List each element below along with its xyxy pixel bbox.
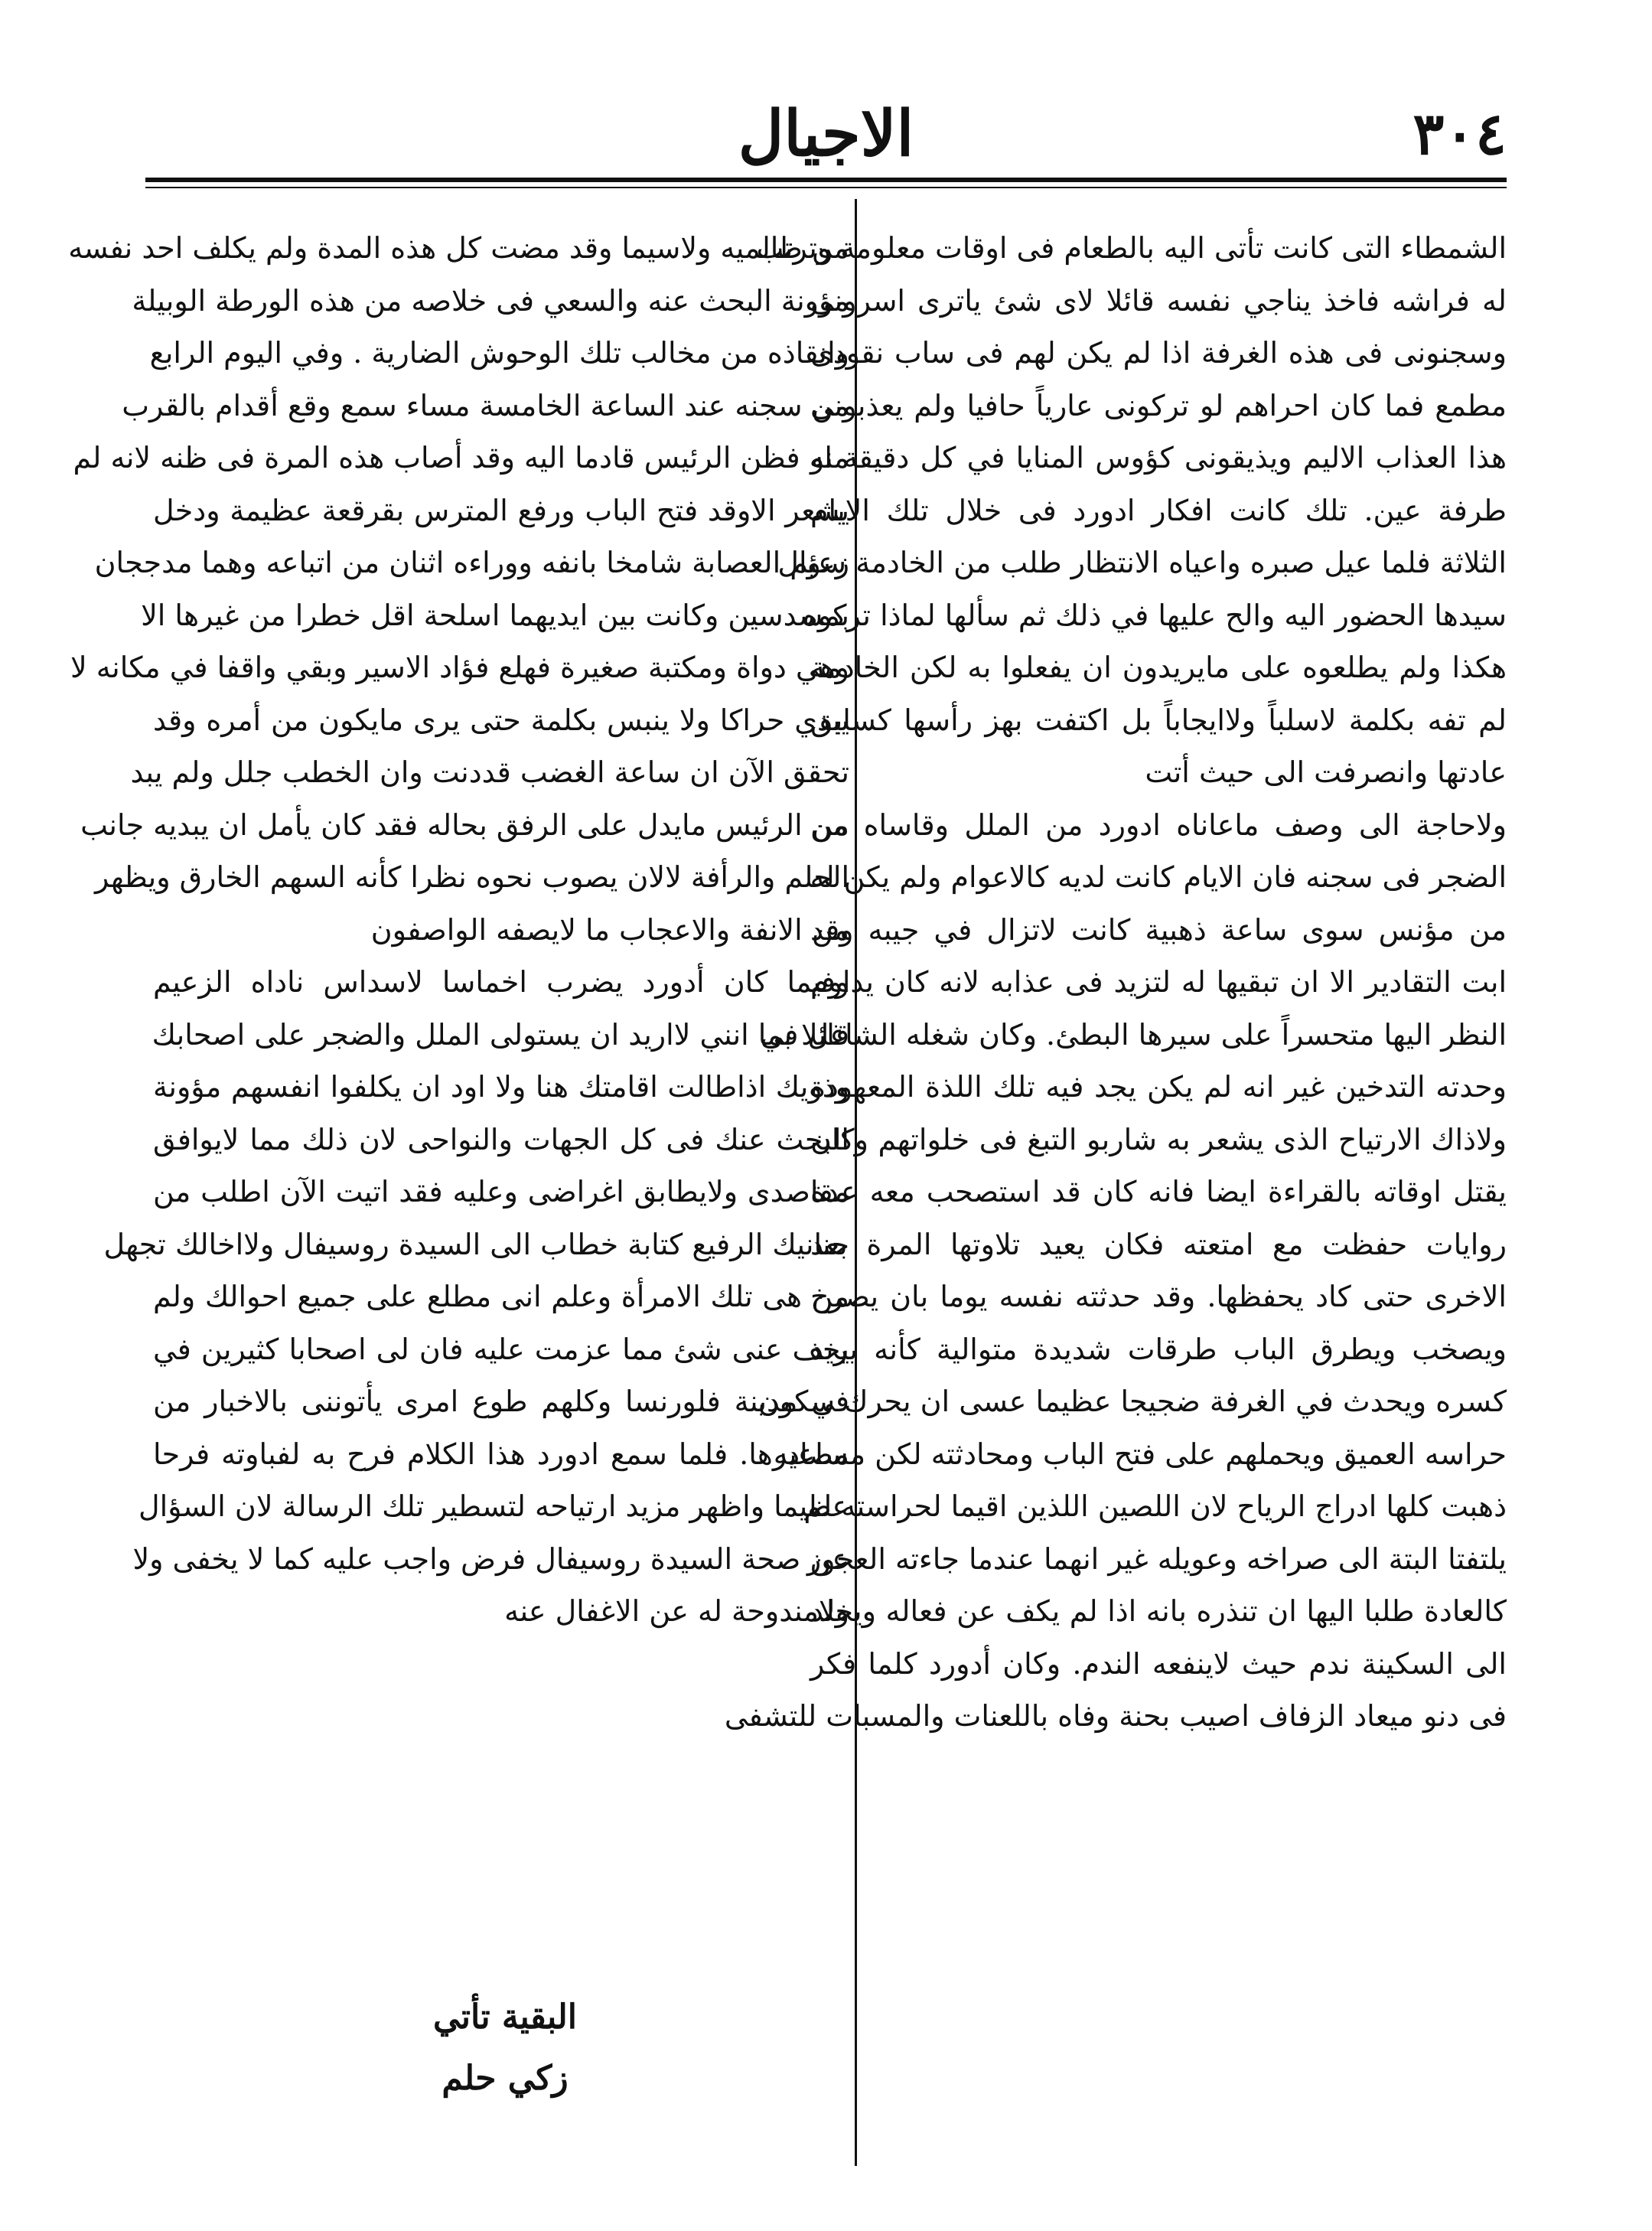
- text-line: تحقق الآن ان ساعة الغضب قددنت وان الخطب جلل ولم يبد: [130, 755, 849, 789]
- text-line: وهي دواة ومكتبة صغيرة فهلع فؤاد الاسير وبقي واقفا في مكانه لا: [70, 651, 849, 684]
- text-line: له فراشه فاخذ يناجي نفسه قائلا لاى شئ ياترى اسرونى: [810, 283, 1507, 318]
- page-header: [145, 92, 1507, 176]
- text-line: ويصخب ويطرق الباب طرقات شديدة متوالية كأنه يريد: [810, 1332, 1507, 1366]
- text-line: يقتل اوقاته بالقراءة ايضا فانه كان قد استصحب معه عدة: [810, 1175, 1507, 1208]
- journal-title: الاجيال: [738, 97, 914, 171]
- text-line: يخف عنى شئ مما عزمت عليه فان لى اصحابا كثيرين في: [153, 1332, 849, 1366]
- text-line: هذا العذاب الاليم ويذيقونى كؤوس المنايا في كل دقيقة او: [810, 441, 1507, 475]
- text-line: ولاذاك الارتياح الذى يشعر به شاربو التبغ فى خلواتهم وكان: [810, 1122, 1507, 1156]
- text-line: حراسه العميق ويحملهم على فتح الباب ومحادثته لكن مساعيه: [773, 1437, 1507, 1471]
- text-line: وذويك اذاطالت اقامتك هنا ولا اود ان يكلفوا انفسهم مؤونة: [153, 1070, 849, 1104]
- text-line: الاخرى حتى كاد يحفظها. وقد حدثته نفسه يوما بان يصرخ: [810, 1280, 1507, 1313]
- text-line: بمسدسين وكانت بين ايديهما اسلحة اقل خطرا من غيرها الا: [141, 598, 849, 632]
- header-rule-thin: [145, 187, 1507, 188]
- text-line: من الرئيس مايدل على الرفق بحاله فقد كان يأمل ان يبديه جانب: [80, 807, 849, 842]
- text-line: الحلم والرأفة لالان يصوب نحوه نظرا كأنه السهم الخارق ويظهر: [94, 860, 849, 894]
- text-line: الضجر فى سجنه فان الايام كانت لديه كالاعوام ولم يكن له: [810, 860, 1507, 894]
- text-line: ابت التقادير الا ان تبقيها له لتزيد فى عذابه لانه كان يداوم: [810, 965, 1507, 999]
- text-line: مطمع فما كان احراهم لو تركونى عارياً حافيا ولم يعذبونى: [810, 388, 1507, 422]
- text-line: الثلاثة فلما عيل صبره واعياه الانتظار طلب من الخادمة سؤال: [777, 546, 1507, 579]
- text-line: يشعر الاوقد فتح الباب ورفع المترس بقرقعة عظيمة ودخل: [153, 493, 849, 527]
- text-line: وفيما كان أدورد يضرب اخماسا لاسداس ناداه الزعيم: [153, 965, 849, 999]
- text-line: مؤونة البحث عنه والسعي فى خلاصه من هذه الورطة الوبيلة: [132, 283, 849, 318]
- text-line: من مؤنس سوى ساعة ذهبية كانت لاتزال في جيبه وقد: [810, 912, 1507, 947]
- text-line: وحدته التدخين غير انه لم يكن يجد فيه تلك اللذة المعهودة: [810, 1070, 1507, 1104]
- text-line: من سجنه عند الساعة الخامسة مساء سمع وقع أقدام بالقرب: [122, 388, 849, 422]
- text-line: قائلا بما انني لااريد ان يستولى الملل والضجر على اصحابك: [152, 1017, 849, 1052]
- text-line: زعيم العصابة شامخا بانفه ووراءه اثنان من اتباعه وهما مدججان: [94, 546, 849, 579]
- text-line: ذهبت كلها ادراج الرياح لان اللصين اللذين اقيما لحراسته لم: [803, 1489, 1507, 1523]
- header-rule-thick: [145, 178, 1507, 182]
- text-line: من هى تلك الامرأة وعلم انى مطلع على جميع احوالك ولم: [153, 1280, 849, 1313]
- text-line: لم تفه بكلمة لاسلباً ولاايجاباً بل اكتفت بهز رأسها كسابق: [810, 703, 1507, 737]
- right-column: [724, 222, 1507, 1743]
- text-line: مصادرها. فلما سمع ادورد هذا الكلام فرح به لفباوته فرحا: [153, 1437, 849, 1471]
- text-line: فى دنو ميعاد الزفاف اصيب بحنة وفاه باللعنات والمسبات للتشفى: [724, 1699, 1507, 1733]
- text-line: من الانفة والاعجاب ما لايصفه الواصفون: [370, 912, 849, 947]
- page-number: ٣٠٤: [1413, 99, 1507, 168]
- text-line: الشمطاء التى كانت تأتى اليه بالطعام فى اوقات معلومة وترتب: [756, 231, 1507, 265]
- text-line: عظيما واظهر مزيد ارتياحه لتسطير تلك الرسالة لان السؤال: [138, 1489, 849, 1523]
- text-line: كسره ويحدث في الغرفة ضجيجا عظيما عسى ان يحرك سكون: [758, 1385, 1507, 1418]
- text-line: الى السكينة ندم حيث لاينفعه الندم. وكان أدورد كلما فكر: [810, 1646, 1507, 1681]
- text-line: سيدها الحضور اليه والح عليها في ذلك ثم سألها لماذا تركوه: [802, 598, 1507, 632]
- author-signature: زكي حلم: [442, 2059, 569, 2098]
- text-line: يبدي حراكا ولا ينبس بكلمة حتى يرى مايكون من أمره وقد: [153, 703, 849, 737]
- text-line: وسجنونى فى هذه الغرفة اذا لم يكن لهم فى ساب نقودى: [810, 336, 1507, 370]
- text-line: البحث عنك فى كل الجهات والنواحى لان ذلك مما لايوافق: [153, 1122, 849, 1156]
- text-line: كالعادة طلبا اليها ان تنذره بانه اذا لم يكف عن فعاله ويخلد: [810, 1594, 1507, 1628]
- text-line: ولاحاجة الى وصف ماعاناه ادورد من الملل وقاساه من: [810, 807, 1507, 842]
- text-line: عادتها وانصرفت الى حيث أتت: [1145, 755, 1507, 789]
- text-line: في مدينة فلورنسا وكلهم طوع امرى يأتوننى بالاخبار من: [153, 1385, 849, 1418]
- to-be-continued: البقية تأتي: [433, 1998, 577, 2037]
- text-line: النظر اليها متحسراً على سيرها البطئ. وكان شغله الشاغل في: [760, 1017, 1507, 1052]
- text-line: يلتفتا البتة الى صراخه وعويله غير انهما عندما جاءته العجوز: [806, 1541, 1507, 1576]
- text-line: ولامندوحة له عن الاغفال عنه: [504, 1594, 849, 1628]
- text-line: روايات حفظت مع امتعته فكان يعيد تلاوتها المرة بعد: [810, 1227, 1507, 1261]
- text-line: هكذا ولم يطلعوه على مايريدون ان يفعلوا به لكن الخادمة: [810, 651, 1507, 684]
- text-line: حنانيك الرفيع كتابة خطاب الى السيدة روسيفال ولااخالك تجهل: [103, 1227, 849, 1261]
- text-line: طرفة عين. تلك كانت افكار ادورد فى خلال تلك الايام: [810, 493, 1507, 527]
- text-line: وانقاذه من مخالب تلك الوحوش الضارية . وفي اليوم الرابع: [149, 336, 849, 370]
- text-line: مقاصدى ولايطابق اغراضى وعليه فقد اتيت الآن اطلب من: [153, 1175, 849, 1208]
- text-line: منه فظن الرئيس قادما اليه وقد أصاب هذه المرة فى ظنه لانه لم: [73, 441, 849, 475]
- left-column: [68, 222, 849, 1638]
- text-line: من ظالميه ولاسيما وقد مضت كل هذه المدة ولم يكلف احد نفسه: [68, 231, 849, 265]
- text-line: عن صحة السيدة روسيفال فرض واجب عليه كما لا يخفى ولا: [132, 1541, 849, 1576]
